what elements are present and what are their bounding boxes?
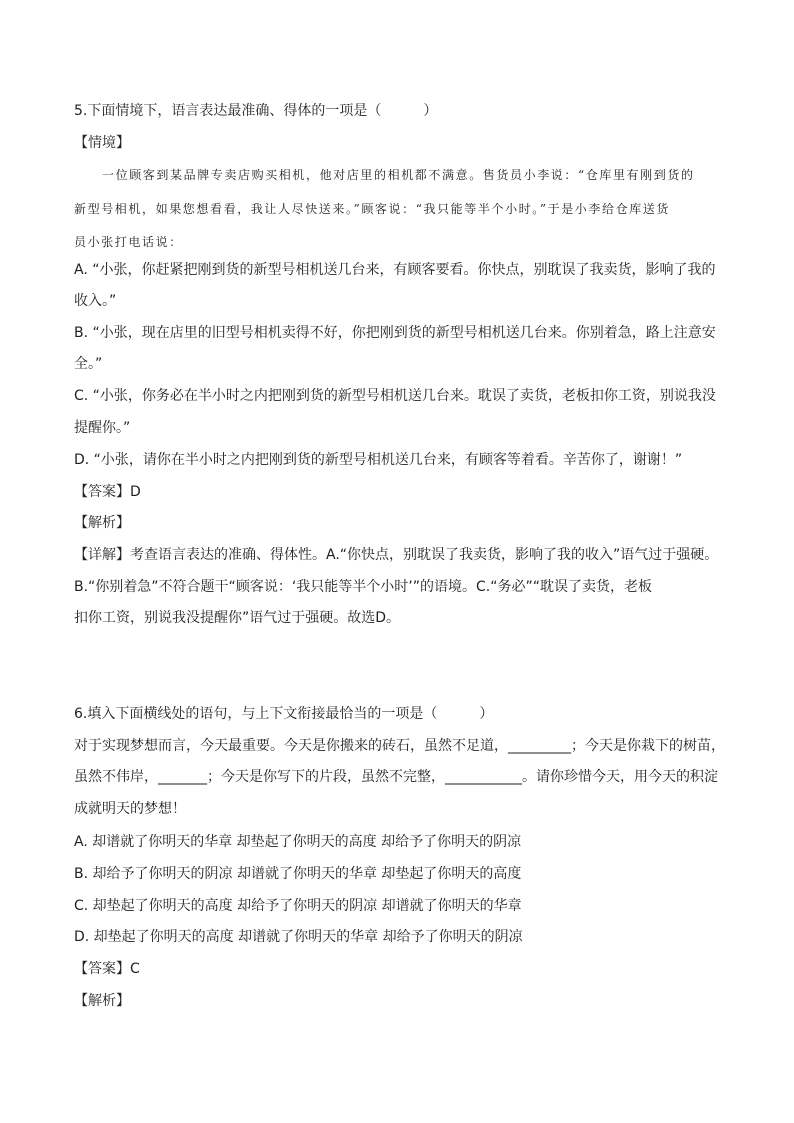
q5-option-d: D. “小张，请你在半小时之内把刚到货的新型号相机送几台来，有顾客等着看。辛苦你了，谢谢！” [74, 452, 683, 468]
q5-option-a-cont: 收入。” [74, 293, 117, 309]
q6-answer: 【答案】C [74, 961, 140, 977]
q5-answer: 【答案】D [74, 484, 141, 500]
q5-option-c-cont: 提醒你。” [74, 420, 131, 436]
q5-context-line: 一位顾客到某品牌专卖店购买相机，他对店里的相机都不满意。售货员小李说：“仓库里有刚到货的 [102, 168, 695, 182]
q6-stem: 6.填入下面横线处的语句，与上下文衔接最恰当的一项是（ ） [74, 706, 494, 722]
q6-option-c: C. 却垫起了你明天的高度 却给予了你明天的阴凉 却谱就了你明天的华章 [74, 898, 522, 914]
q6-analysis-label: 【解析】 [74, 993, 130, 1009]
q6-option-d: D. 却垫起了你明天的高度 却谱就了你明天的华章 却给予了你明天的阴凉 [74, 929, 523, 945]
q5-context-line: 员小张打电话说： [74, 235, 183, 249]
q5-option-b-cont: 全。” [74, 356, 103, 372]
q5-detail-line: 【详解】考查语言表达的准确、得体性。A.“你快点，别耽误了我卖货，影响了我的收入”语气过于强硬。 [74, 547, 719, 563]
q5-analysis-label: 【解析】 [74, 515, 130, 531]
q6-option-a: A. 却谱就了你明天的华章 却垫起了你明天的高度 却给予了你明天的阴凉 [74, 834, 522, 850]
q6-passage-line: 成就明天的梦想！ [74, 801, 186, 817]
q5-option-c: C. “小张，你务必在半小时之内把刚到货的新型号相机送几台来。耽误了卖货，老板扣你工资，别说我没 [74, 388, 716, 404]
q5-detail-line: B.“你别着急”不符合题干“顾客说：‘我只能等半个小时’”的语境。C.“务必”“耽误了卖货，老板 [74, 579, 652, 595]
q5-option-b: B. “小张，现在店里的旧型号相机卖得不好，你把刚到货的新型号相机送几台来。你别着急，路上注意安 [74, 325, 716, 341]
q5-option-a: A. “小张，你赶紧把刚到货的新型号相机送几台来，有顾客要看。你快点，别耽误了我卖货，影响了我的 [74, 262, 716, 278]
q5-detail-line: 扣你工资，别说我没提醒你”语气过于强硬。故选D。 [74, 610, 401, 626]
q5-stem: 5.下面情境下，语言表达最准确、得体的一项是（ ） [74, 103, 438, 119]
q6-option-b: B. 却给予了你明天的阴凉 却谱就了你明天的华章 却垫起了你明天的高度 [74, 866, 522, 882]
q5-context-label: 【情境】 [74, 135, 130, 151]
q5-context-line: 新型号相机，如果您想看看，我让人尽快送来。”顾客说：“我只能等半个小时。”于是小李给仓库送货 [74, 202, 671, 216]
q6-passage-line: 对于实现梦想而言，今天最重要。今天是你搬来的砖石，虽然不足道，_________；今天是你栽下的树苗， [74, 738, 725, 754]
q6-passage-line: 虽然不伟岸，_______；今天是你写下的片段，虽然不完整，___________。请你珍惜今天，用今天的积淀 [74, 769, 718, 785]
